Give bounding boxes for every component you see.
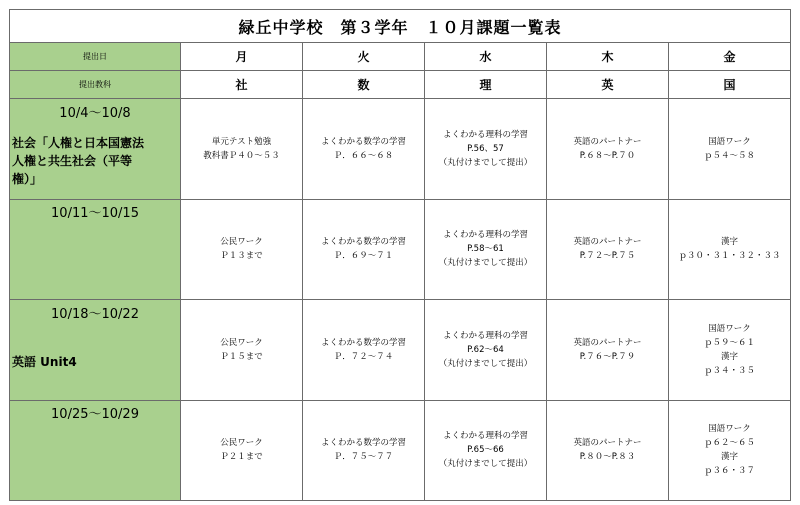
week-range: 10/11～10/15 xyxy=(10,199,181,224)
due-date-label: 提出日 xyxy=(10,43,181,71)
task-cell-social xyxy=(181,300,303,401)
assignment-table xyxy=(9,9,791,501)
task-cell-japanese xyxy=(669,99,791,200)
task-line: 国語ワーク xyxy=(708,323,751,334)
task-line: P.７２～P.７５ xyxy=(579,251,636,262)
task-cell-science xyxy=(425,300,547,401)
task-line: 英語のパートナー xyxy=(573,136,642,147)
task-line: （丸付けまでして提出） xyxy=(438,358,533,369)
task-line: よくわかる数学の学習 xyxy=(320,237,406,248)
task-line: 公民ワーク xyxy=(220,438,263,449)
task-line: Ｐ１５まで xyxy=(220,351,263,362)
task-cell-social xyxy=(181,199,303,300)
subject-math: 数 xyxy=(303,71,425,99)
task-line: 単元テスト勉強 xyxy=(211,136,272,147)
task-cell-english xyxy=(547,400,669,501)
day-tue: 火 xyxy=(303,43,425,71)
task-line: ｐ３４・３５ xyxy=(704,365,756,376)
task-line: P.56、57 xyxy=(467,143,504,154)
task-line: （丸付けまでして提出） xyxy=(438,157,533,168)
task-cell-math xyxy=(303,300,425,401)
subject-row xyxy=(10,71,791,99)
task-line: 英語のパートナー xyxy=(573,438,642,449)
task-line: Ｐ１３まで xyxy=(220,251,263,262)
task-line: 公民ワーク xyxy=(220,337,263,348)
task-line: ｐ５９～６１ xyxy=(704,337,756,348)
week-unit-note xyxy=(10,224,181,300)
task-cell-japanese xyxy=(669,400,791,501)
task-cell-japanese xyxy=(669,300,791,401)
task-line: 国語ワーク xyxy=(708,424,751,435)
subject-label: 提出教科 xyxy=(10,71,181,99)
task-cell-english xyxy=(547,99,669,200)
task-line: （丸付けまでして提出） xyxy=(438,258,533,269)
week-range: 10/18～10/22 xyxy=(10,300,181,325)
task-line: ｐ３６・３７ xyxy=(704,466,756,477)
task-cell-english xyxy=(547,300,669,401)
due-day-row xyxy=(10,43,791,71)
task-cell-science xyxy=(425,199,547,300)
unit-note-line: 社会「人権と日本国憲法 xyxy=(12,135,145,150)
page-title: 緑丘中学校 第３学年 １０月課題一覧表 xyxy=(10,10,791,43)
task-line: 公民ワーク xyxy=(220,237,263,248)
task-line: P.58～61 xyxy=(467,244,504,255)
schedule-sheet xyxy=(9,9,790,497)
week-unit-note xyxy=(10,425,181,501)
task-line: よくわかる理科の学習 xyxy=(442,330,528,341)
subject-social: 社 xyxy=(181,71,303,99)
task-line: 国語ワーク xyxy=(708,136,751,147)
task-line: ｐ３０・３１・３２・３３ xyxy=(678,251,781,262)
unit-note-line: 人権と共生社会（平等 xyxy=(12,153,133,168)
task-line: ｐ６２～６５ xyxy=(704,438,756,449)
week-range-row xyxy=(10,300,791,325)
day-mon: 月 xyxy=(181,43,303,71)
task-cell-science xyxy=(425,99,547,200)
task-cell-english xyxy=(547,199,669,300)
task-line: 漢字 xyxy=(721,237,739,248)
task-line: P.62～64 xyxy=(467,344,504,355)
week-range: 10/25～10/29 xyxy=(10,400,181,425)
task-line: よくわかる理科の学習 xyxy=(442,230,528,241)
task-cell-math xyxy=(303,99,425,200)
task-line: P.８０～P.８３ xyxy=(579,452,636,463)
subject-japanese: 国 xyxy=(669,71,791,99)
day-fri: 金 xyxy=(669,43,791,71)
task-cell-social xyxy=(181,99,303,200)
task-line: ｐ５４～５８ xyxy=(704,150,756,161)
task-line: よくわかる数学の学習 xyxy=(320,337,406,348)
task-cell-social xyxy=(181,400,303,501)
unit-note-line: 英語 Unit4 xyxy=(12,354,77,369)
task-line: Ｐ．７２～７４ xyxy=(333,351,394,362)
unit-note-line: 権）」 xyxy=(12,171,43,186)
week-range-row xyxy=(10,99,791,124)
week-range: 10/4～10/8 xyxy=(10,99,181,124)
weeks-body xyxy=(10,99,791,501)
day-thu: 木 xyxy=(547,43,669,71)
task-line: よくわかる数学の学習 xyxy=(320,136,406,147)
task-line: 漢字 xyxy=(721,452,739,463)
task-line: 漢字 xyxy=(721,351,739,362)
task-line: P.６８～P.７０ xyxy=(579,150,636,161)
week-unit-note xyxy=(10,324,181,400)
week-range-row xyxy=(10,199,791,224)
task-line: よくわかる理科の学習 xyxy=(442,129,528,140)
task-line: Ｐ．６６～６８ xyxy=(333,150,394,161)
week-unit-note xyxy=(10,123,181,199)
task-cell-japanese xyxy=(669,199,791,300)
task-cell-math xyxy=(303,400,425,501)
task-line: Ｐ．６９～７１ xyxy=(333,251,394,262)
week-range-row xyxy=(10,400,791,425)
task-line: P.７６～P.７９ xyxy=(579,351,636,362)
task-line: Ｐ．７５～７７ xyxy=(333,452,394,463)
task-line: 英語のパートナー xyxy=(573,337,642,348)
task-line: よくわかる数学の学習 xyxy=(320,438,406,449)
task-cell-math xyxy=(303,199,425,300)
task-cell-science xyxy=(425,400,547,501)
task-line: P.65～66 xyxy=(467,445,504,456)
task-line: Ｐ２１まで xyxy=(220,452,263,463)
task-line: （丸付けまでして提出） xyxy=(438,459,533,470)
task-line: よくわかる理科の学習 xyxy=(442,431,528,442)
task-line: 英語のパートナー xyxy=(573,237,642,248)
subject-science: 理 xyxy=(425,71,547,99)
day-wed: 水 xyxy=(425,43,547,71)
task-line: 教科書Ｐ４０～５３ xyxy=(203,150,280,161)
subject-english: 英 xyxy=(547,71,669,99)
